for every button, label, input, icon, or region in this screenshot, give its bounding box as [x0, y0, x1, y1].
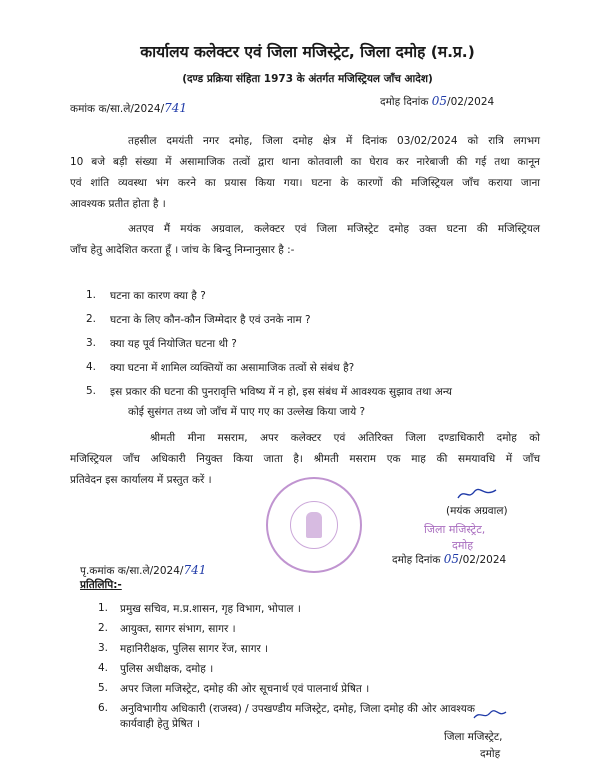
signature-scribble: [472, 708, 508, 722]
list-item: 1. प्रमुख सचिव, म.प्र.शासन, गृह विभाग, भोपाल ।: [98, 602, 301, 615]
list-item: 2. आयुक्त, सागर संभाग, सागर ।: [98, 622, 236, 635]
paragraph-line: आवश्यक प्रतीत होता है ।: [70, 198, 166, 210]
list-item: 1. घटना का कारण क्या है ?: [86, 289, 206, 302]
endorsement-date: [392, 552, 506, 567]
list-item: 4. पुलिस अधीक्षक, दमोह ।: [98, 662, 214, 675]
order-date-prefix: दमोह दिनांक: [380, 96, 429, 108]
list-item: 3. क्या यह पूर्व नियोजित घटना थी ?: [86, 337, 237, 350]
endorsement-number-prefix: पृ.कमांक क/सा.ले/2024/: [80, 565, 184, 577]
list-item: 5. इस प्रकार की घटना की पुनरावृत्ति भविष्य में न हो, इस संबंध में आवश्यक सुझाव तथा अन्य: [86, 385, 452, 398]
paragraph-line: तहसील दमयंती नगर दमोह, जिला दमोह क्षेत्र में दिनांक 03/02/2024 को रात्रि लगभग: [128, 135, 540, 147]
endorsement-number-handwritten: 741: [183, 563, 207, 577]
list-item: 5. अपर जिला मजिस्ट्रेट, दमोह की ओर सूचनार्थ एवं पालनार्थ प्रेषित ।: [98, 682, 370, 695]
copy-to-label: प्रतिलिपि:-: [80, 579, 122, 591]
order-paragraph: [70, 219, 540, 261]
emblem-icon: [306, 512, 322, 538]
order-number-handwritten: 741: [164, 101, 188, 115]
order-number-prefix: कमांक क/सा.ले/2024/: [70, 103, 165, 115]
office-title: कार्यालय कलेक्टर एवं जिला मजिस्ट्रेट, जिला दमोह (म.प्र.): [140, 43, 475, 61]
order-subtitle: (दण्ड प्रक्रिया संहिता 1973 के अंतर्गत मजिस्ट्रियल जाँच आदेश): [182, 73, 433, 85]
signatory-name: (मयंक अग्रवाल): [446, 505, 508, 517]
endorsement-date-prefix: दमोह दिनांक: [392, 554, 441, 566]
copy-recipients: [98, 602, 558, 722]
list-item: 6. अनुविभागीय अधिकारी (राजस्व) / उपखण्डीय मजिस्ट्रेट, दमोह, जिला दमोह की ओर आवश्यक: [98, 702, 475, 715]
office-seal: [266, 477, 362, 573]
signatory-place: दमोह: [480, 748, 501, 760]
copy-6-continuation: कार्यवाही हेतु प्रेषित ।: [120, 718, 201, 730]
paragraph-line: मजिस्ट्रियल जाँच अधिकारी नियुक्त किया जाता है। श्रीमती मसराम एक माह की समयावधि में जाँच: [70, 453, 540, 465]
order-number: [70, 101, 187, 116]
signatory-designation: जिला मजिस्ट्रेट,: [444, 731, 503, 743]
paragraph-line: जाँच हेतु आदेशित करता हूँ । जांच के बिन्दु निम्नानुसार है :-: [70, 244, 295, 256]
paragraph-line: प्रतिवेदन इस कार्यालय में प्रस्तुत करें ।: [70, 474, 212, 486]
inquiry-points: [86, 289, 546, 409]
order-date: [380, 94, 494, 109]
list-item: 2. घटना के लिए कौन-कौन जिम्मेदार है एवं उनके नाम ?: [86, 313, 311, 326]
order-date-rest: /02/2024: [447, 96, 495, 108]
endorsement-date-rest: /02/2024: [459, 554, 507, 566]
paragraph-line: श्रीमती मीना मसराम, अपर कलेक्टर एवं अतिरिक्त जिला दण्डाधिकारी दमोह को: [150, 432, 540, 444]
order-date-day: 05: [431, 94, 448, 108]
signature-scribble: [456, 486, 498, 502]
point-5-continuation: कोई सुसंगत तथ्य जो जाँच में पाए गए का उल्लेख किया जाये ?: [128, 406, 366, 418]
list-item: 3. महानिरीक्षक, पुलिस सागर रेंज, सागर ।: [98, 642, 269, 655]
incident-paragraph: [70, 131, 540, 215]
endorsement-date-day: 05: [443, 552, 460, 566]
paragraph-line: एवं शांति व्यवस्था भंग करने का प्रयास किया गया। घटना के कारणों की मजिस्ट्रियल जाँच कराया जाना: [70, 177, 540, 189]
endorsement-number: [80, 563, 206, 578]
paragraph-line: 10 बजे बड़ी संख्या में असामाजिक तत्वों द्वारा थाना कोतवाली का घेराव कर नारेबाजी की गई तथा कानून: [70, 156, 540, 168]
signatory-designation: जिला मजिस्ट्रेट,: [424, 523, 486, 536]
paragraph-line: अतएव मैं मयंक अग्रवाल, कलेक्टर एवं जिला मजिस्ट्रेट दमोह उक्त घटना की मजिस्ट्रियल: [128, 223, 540, 235]
list-item: 4. क्या घटना में शामिल व्यक्तियों का असामाजिक तत्वों से संबंध है?: [86, 361, 355, 374]
signatory-place: दमोह: [452, 539, 474, 552]
